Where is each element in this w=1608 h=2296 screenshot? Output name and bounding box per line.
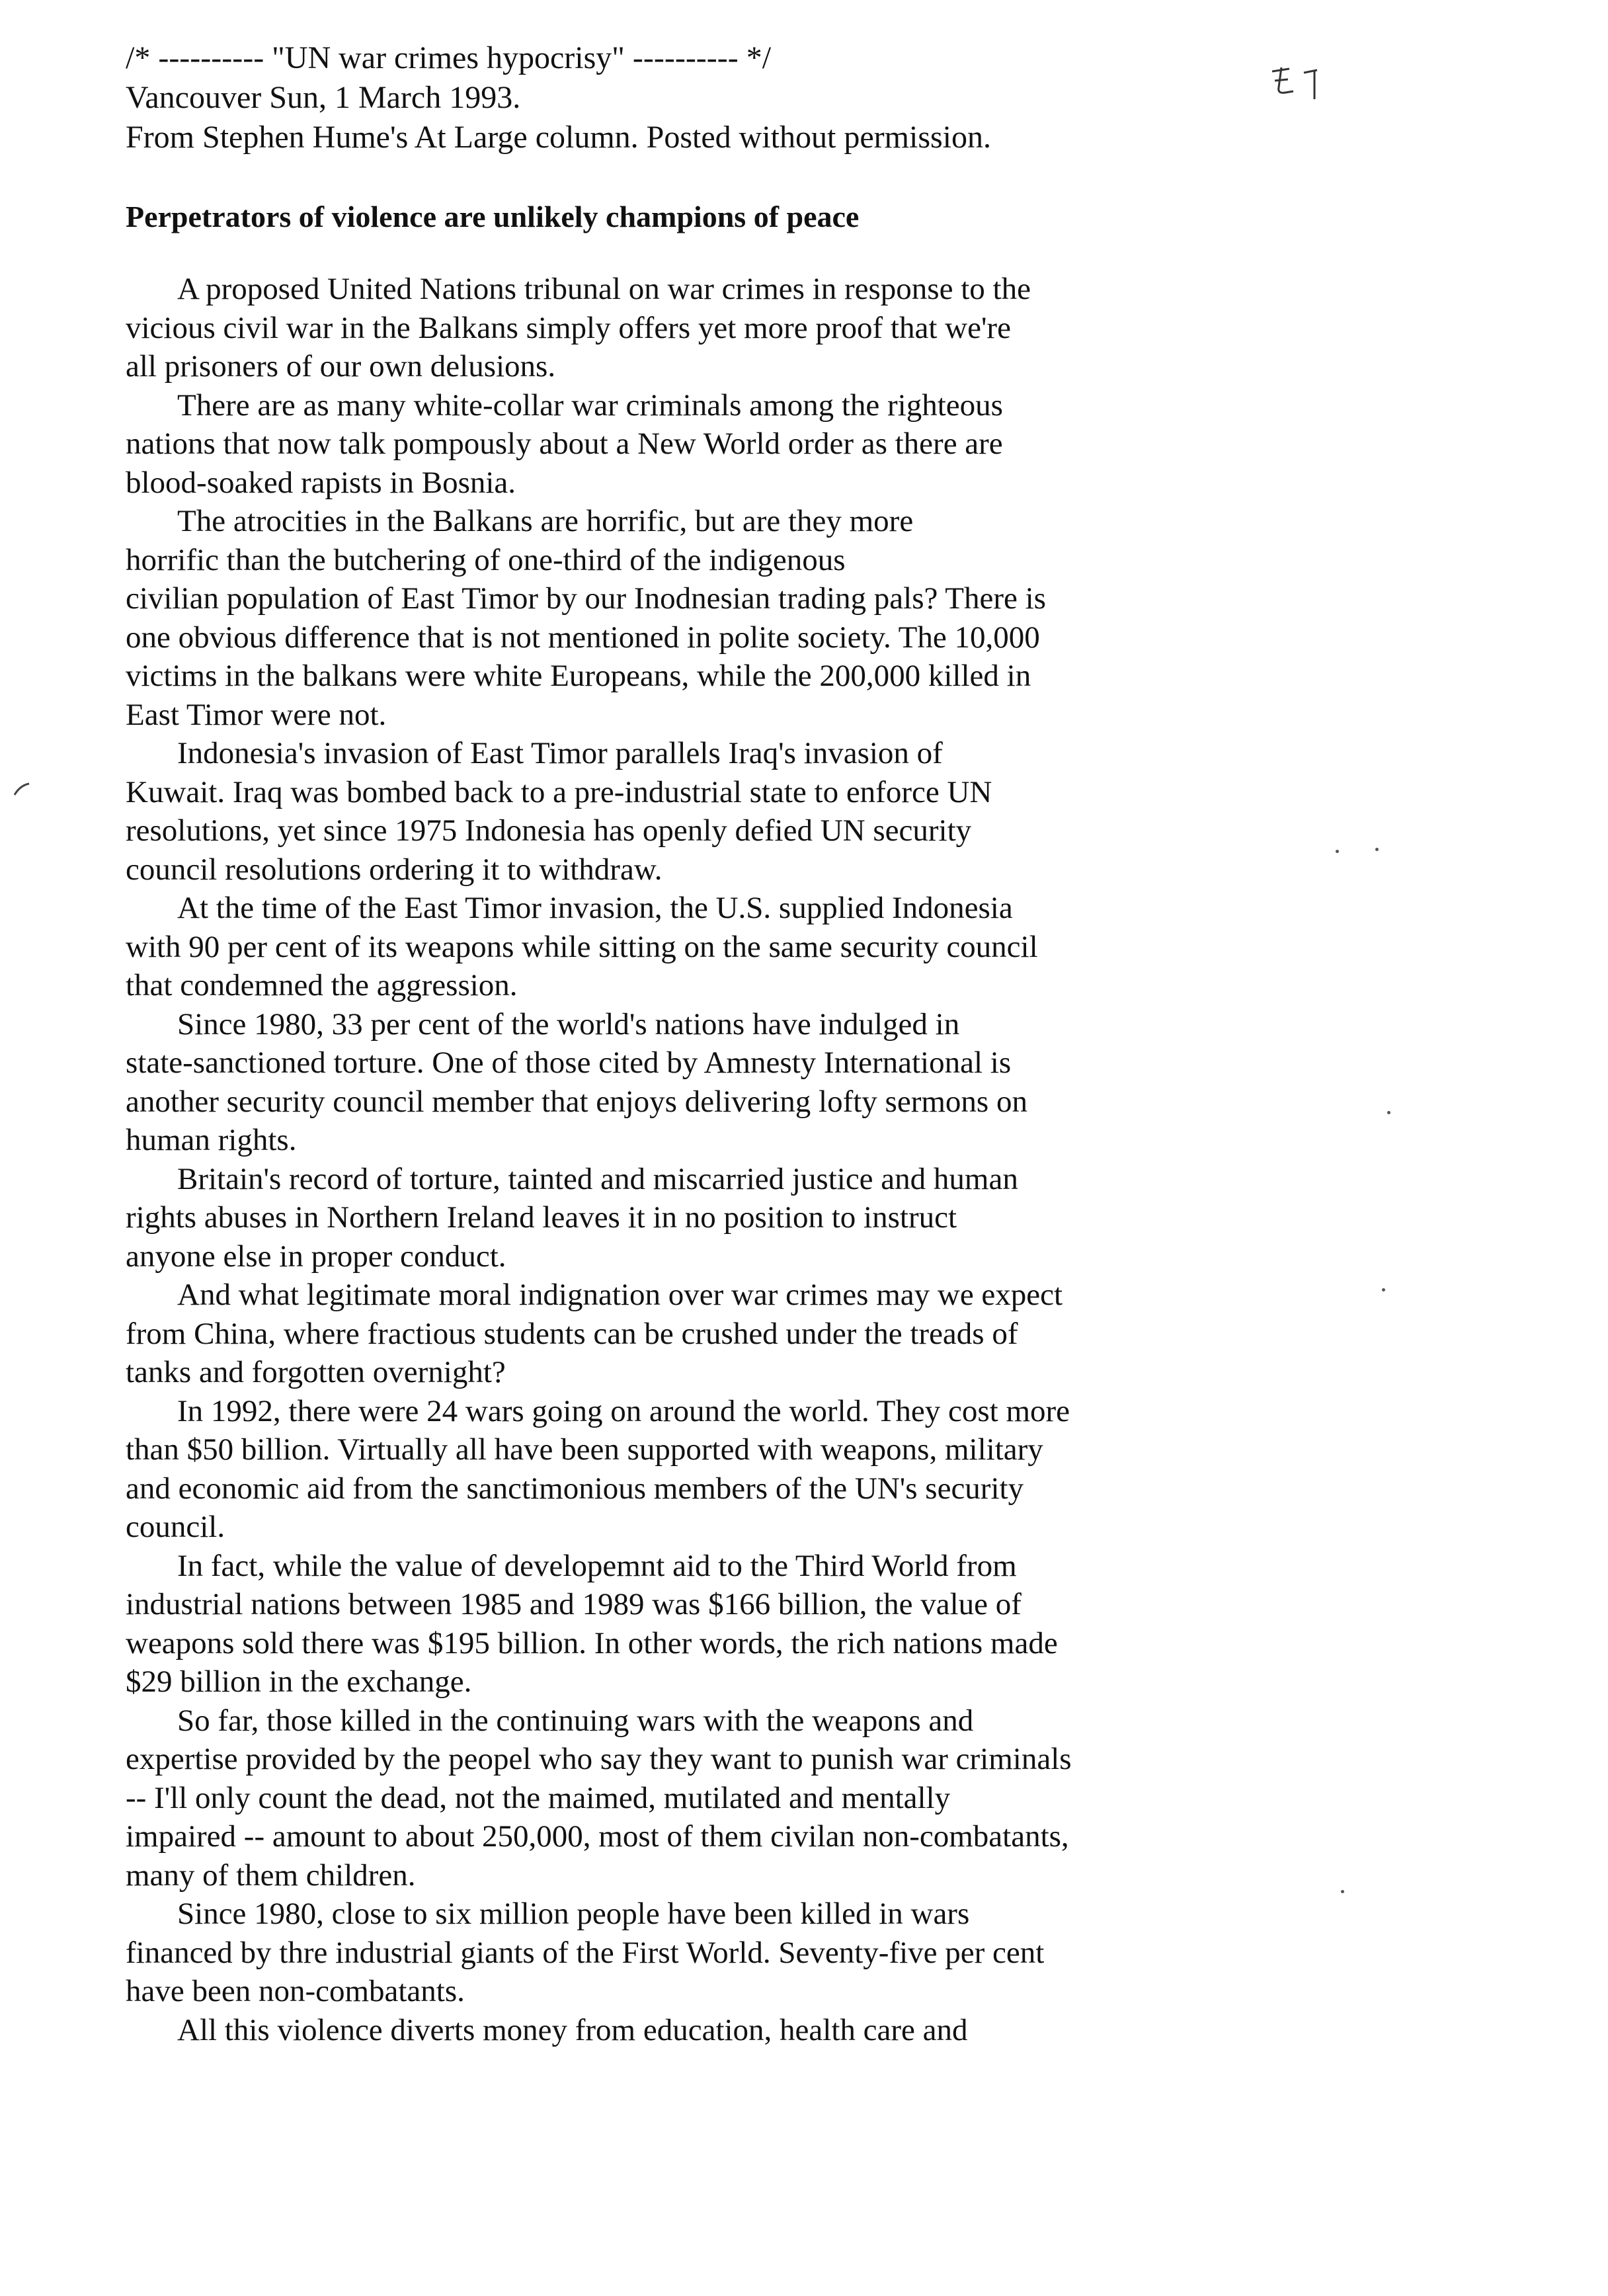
paragraph-line: industrial nations between 1985 and 1989 was $166 billion, the value of — [126, 1587, 1022, 1621]
article-paragraph — [126, 1276, 1481, 1392]
paragraph-line: with 90 per cent of its weapons while sitting on the same security council — [126, 929, 1038, 964]
article-paragraph — [126, 1547, 1481, 1702]
paragraph-line: In fact, while the value of developemnt aid to the Third World from — [177, 1548, 1017, 1583]
paragraph-line: resolutions, yet since 1975 Indonesia has openly defied UN security — [126, 813, 972, 848]
paragraph-line: victims in the balkans were white Europeans, while the 200,000 killed in — [126, 659, 1031, 693]
article-paragraph — [126, 734, 1481, 889]
paragraph-line: that condemned the aggression. — [126, 968, 518, 1003]
paragraph-line: vicious civil war in the Balkans simply offers yet more proof that we're — [126, 310, 1011, 345]
paragraph-line: A proposed United Nations tribunal on war crimes in response to the — [177, 272, 1031, 306]
article — [126, 38, 1481, 2049]
paragraph-line: many of them children. — [126, 1858, 416, 1893]
paragraph-line: all prisoners of our own delusions. — [126, 349, 556, 384]
paragraph-line: human rights. — [126, 1123, 297, 1157]
article-paragraph — [126, 1702, 1481, 1895]
paragraph-line: There are as many white-collar war criminals among the righteous — [177, 388, 1003, 423]
header-title-line: /* ---------- "UN war crimes hypocrisy" ---------- */ — [126, 40, 772, 75]
paragraph-line: council. — [126, 1510, 225, 1544]
article-paragraph — [126, 270, 1481, 386]
article-paragraph — [126, 1895, 1481, 2011]
paragraph-line: from China, where fractious students can be crushed under the treads of — [126, 1316, 1018, 1351]
article-paragraph — [126, 502, 1481, 734]
paragraph-line: expertise provided by the peopel who say they want to punish war criminals — [126, 1742, 1072, 1776]
paragraph-line: -- I'll only count the dead, not the maimed, mutilated and mentally — [126, 1780, 951, 1815]
paragraph-line: horrific than the butchering of one-third of the indigenous — [126, 542, 846, 577]
paragraph-line: In 1992, there were 24 wars going on around the world. They cost more — [177, 1393, 1070, 1428]
paragraph-line: one obvious difference that is not mentioned in polite society. The 10,000 — [126, 620, 1040, 655]
paragraph-line: nations that now talk pompously about a New World order as there are — [126, 427, 1003, 461]
paragraph-line: and economic aid from the sanctimonious members of the UN's security — [126, 1471, 1024, 1506]
paragraph-line: than $50 billion. Virtually all have been supported with weapons, military — [126, 1432, 1043, 1467]
paragraph-line: Since 1980, close to six million people have been killed in wars — [177, 1897, 970, 1931]
article-headline: Perpetrators of violence are unlikely champions of peace — [126, 200, 860, 233]
paragraph-line: financed by thre industrial giants of the First World. Seventy-five per cent — [126, 1935, 1045, 1970]
article-paragraph — [126, 889, 1481, 1005]
paragraph-line: Kuwait. Iraq was bombed back to a pre-industrial state to enforce UN — [126, 774, 992, 809]
header-credit-line: From Stephen Hume's At Large column. Posted without permission. — [126, 120, 992, 155]
article-paragraph — [126, 1005, 1481, 1160]
paragraph-line: So far, those killed in the continuing wars with the weapons and — [177, 1703, 974, 1738]
paragraph-line: $29 billion in the exchange. — [126, 1664, 472, 1699]
paragraph-line: At the time of the East Timor invasion, the U.S. supplied Indonesia — [177, 891, 1013, 925]
paragraph-line: All this violence diverts money from education, health care and — [177, 2012, 968, 2047]
article-paragraph — [126, 1160, 1481, 1276]
paragraph-line: have been non-combatants. — [126, 1974, 465, 2008]
header-source-line: Vancouver Sun, 1 March 1993. — [126, 80, 521, 115]
posting-header — [126, 38, 1481, 157]
paragraph-line: state-sanctioned torture. One of those cited by Amnesty International is — [126, 1046, 1012, 1080]
paragraph-line: council resolutions ordering it to withdraw. — [126, 852, 663, 887]
article-paragraph — [126, 386, 1481, 503]
paragraph-line: And what legitimate moral indignation over war crimes may we expect — [177, 1278, 1063, 1312]
paragraph-line: another security council member that enjoys delivering lofty sermons on — [126, 1084, 1027, 1119]
paragraph-line: blood-soaked rapists in Bosnia. — [126, 465, 516, 500]
paragraph-line: Indonesia's invasion of East Timor parallels Iraq's invasion of — [177, 736, 943, 770]
paragraph-line: Britain's record of torture, tainted and miscarried justice and human — [177, 1161, 1018, 1196]
article-paragraph — [126, 2011, 1481, 2050]
paragraph-line: anyone else in proper conduct. — [126, 1239, 506, 1274]
paragraph-line: tanks and forgotten overnight? — [126, 1355, 506, 1389]
paragraph-line: Since 1980, 33 per cent of the world's nations have indulged in — [177, 1006, 960, 1042]
paragraph-line: impaired -- amount to about 250,000, most of them civilan non-combatants, — [126, 1819, 1069, 1854]
paragraph-line: rights abuses in Northern Ireland leaves it in no position to instruct — [126, 1200, 957, 1235]
article-paragraph — [126, 1392, 1481, 1547]
paragraph-line: civilian population of East Timor by our Inodnesian trading pals? There is — [126, 581, 1046, 616]
paragraph-line: The atrocities in the Balkans are horrific, but are they more — [177, 504, 914, 538]
article-body — [126, 270, 1481, 2049]
paragraph-line: East Timor were not. — [126, 697, 387, 732]
paragraph-line: weapons sold there was $195 billion. In other words, the rich nations made — [126, 1625, 1058, 1660]
